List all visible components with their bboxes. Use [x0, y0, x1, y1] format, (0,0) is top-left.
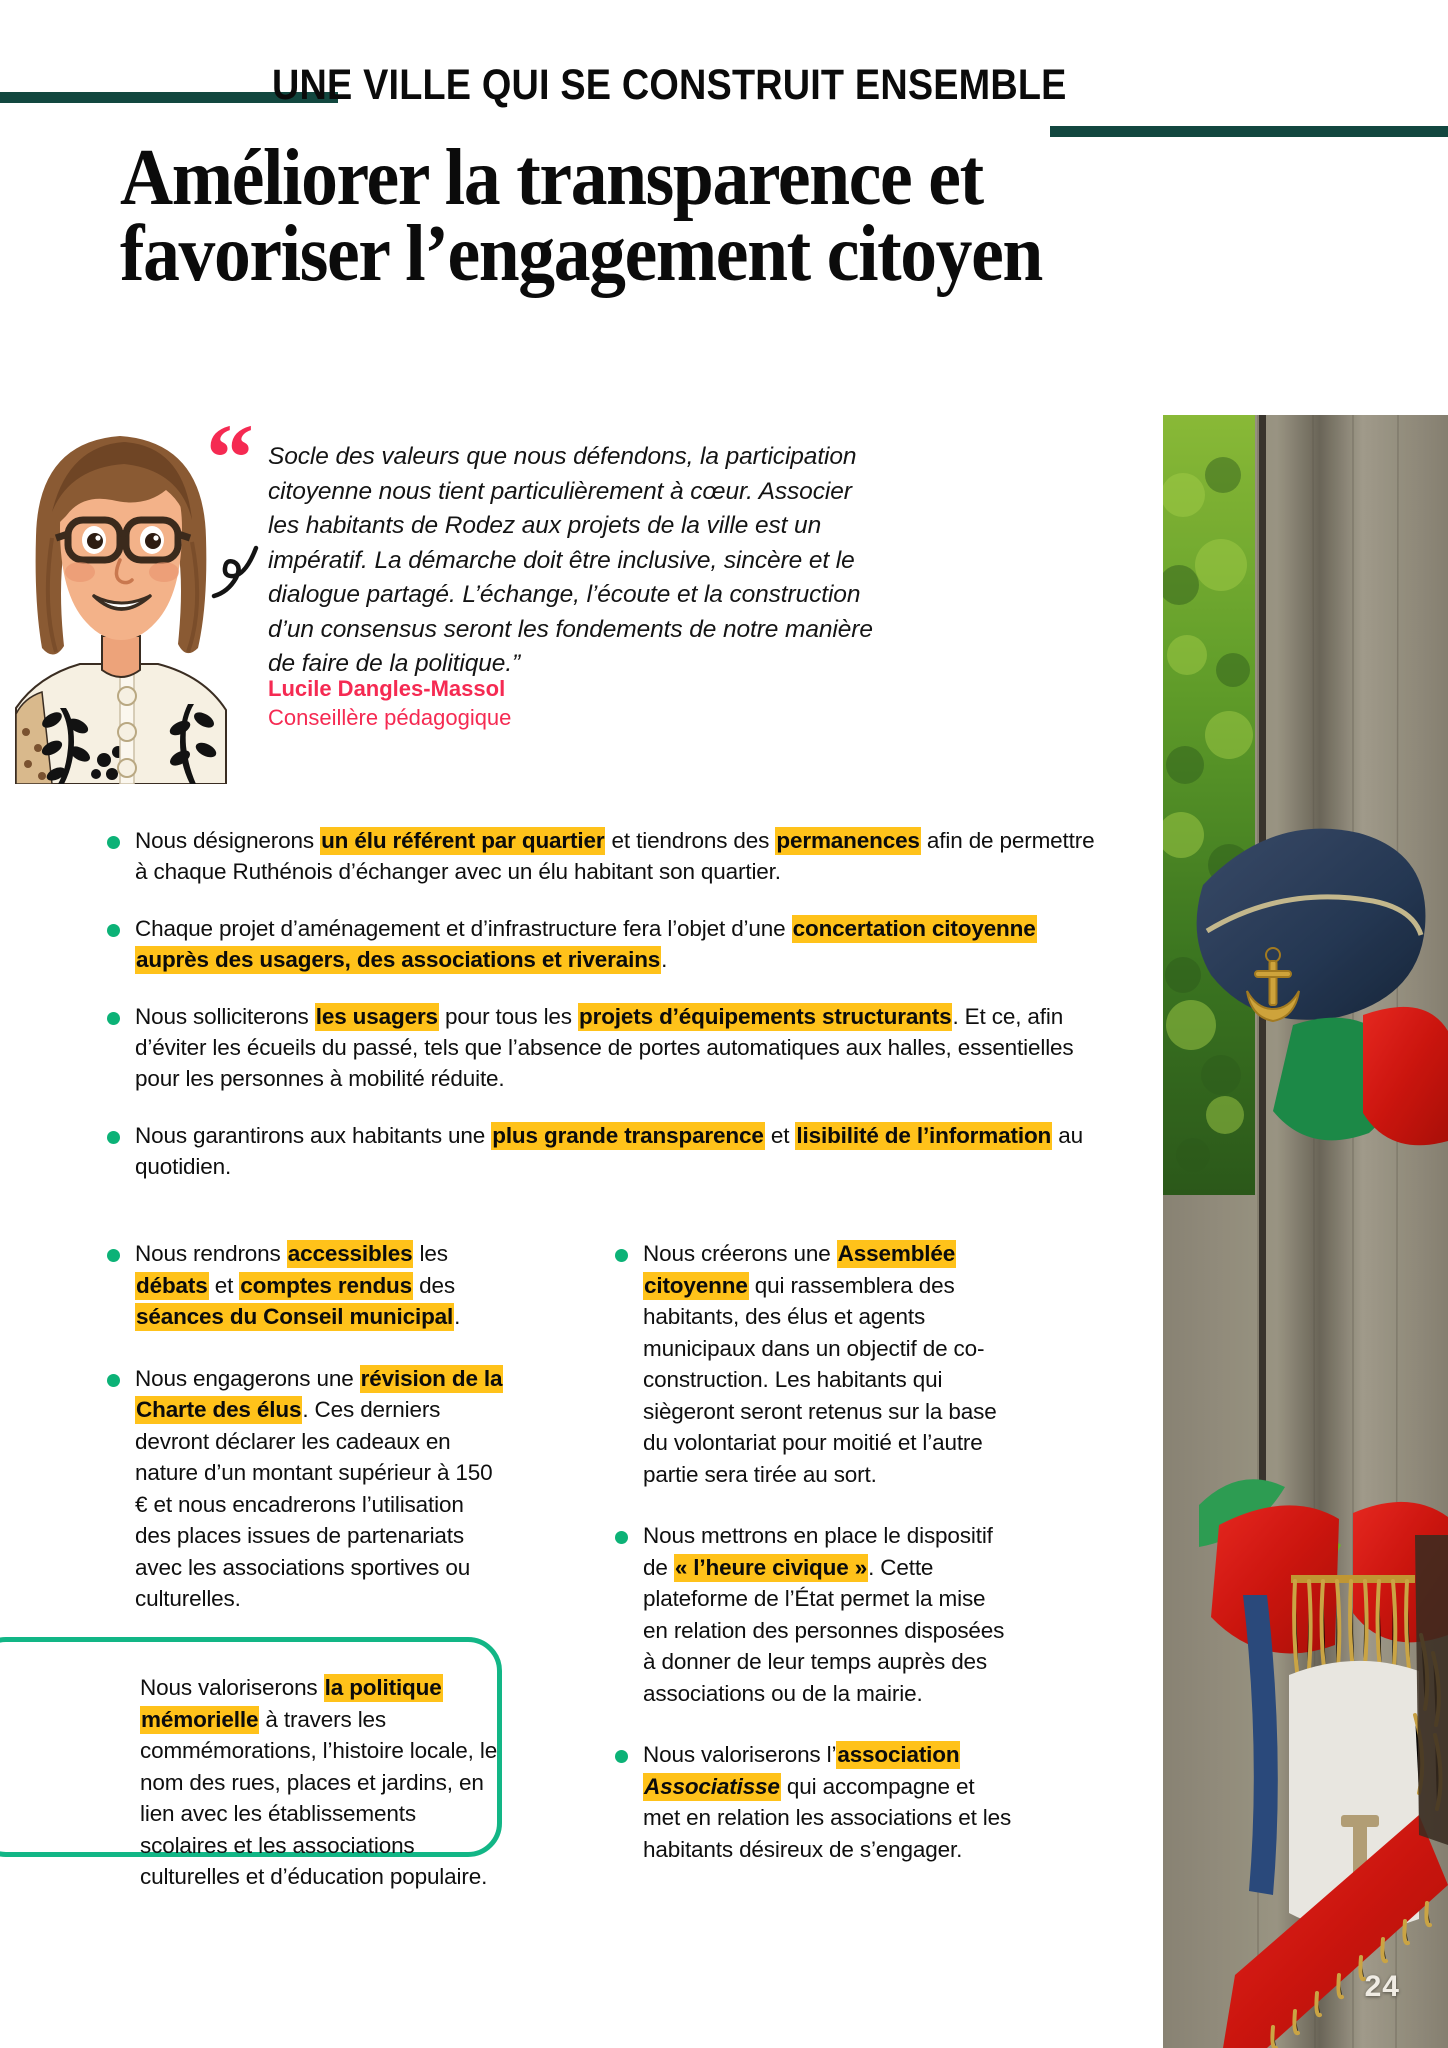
highlighted-phrase: projets d’équipements structurants: [579, 1004, 952, 1029]
pull-quote: [206, 404, 888, 730]
highlighted-phrase: comptes rendus: [240, 1272, 412, 1298]
bullet-item: Nous valoriserons l’association Associatisse qui accompagne et met en relation les associations et les habitants désireux de s’engager.: [613, 1739, 1013, 1865]
bullet-item: Nous désignerons un élu référent par quartier et tiendrons des permanences afin de permettre à chaque Ruthénois d’échanger avec un élu habitant son quartier.: [105, 825, 1105, 887]
author-portrait-illustration: [8, 408, 233, 784]
highlighted-phrase: un élu référent par quartier: [321, 828, 605, 853]
highlighted-phrase: permanences: [776, 828, 920, 853]
bullet-item: Chaque projet d’aménagement et d’infrastructure fera l’objet d’une concertation citoyenne auprès des usagers, des associations et riverains.: [105, 913, 1105, 975]
pull-quote-text: Socle des valeurs que nous défendons, la participation citoyenne nous tient particulièrement à cœur. Associer les habitants de Rodez aux projets de la ville est un impératif. La démarche doit être inclusive, sincère et le dialogue partagé. L’échange, l’écoute et la construction d’un consensus seront les fondements de notre manière de faire de la politique.”: [268, 443, 873, 677]
bullet-item: Nous mettrons en place le dispositif de « l’heure civique ». Cette plateforme de l’État permet la mise en relation des personnes disposées à donner de leur temps auprès des associations ou de la mairie.: [613, 1520, 1013, 1709]
highlighted-phrase: Assemblée citoyenne: [644, 1241, 956, 1298]
quote-author-role: Conseillère pédagogique: [268, 705, 512, 730]
header-kicker: UNE VILLE QUI SE CONSTRUIT ENSEMBLE: [272, 61, 1067, 109]
highlighted-phrase: concertation citoyenne auprès des usagers, des associations et riverains: [136, 916, 1036, 972]
highlighted-phrase: association: [837, 1742, 960, 1767]
bullet-list-main: [105, 825, 1105, 1208]
bullet-item: Nous garantirons aux habitants une plus grande transparence et lisibilité de l’information au quotidien.: [105, 1120, 1105, 1182]
page-header: [0, 61, 1448, 126]
bullet-list-left-column: [105, 1238, 505, 1645]
quote-mark-icon: “: [206, 404, 250, 511]
highlighted-phrase: débats: [136, 1272, 208, 1298]
bullet-item: Nous solliciterons les usagers pour tous les projets d’équipements structurants. Et ce, afin d’éviter les écueils du passé, tels que l’absence de portes automatiques aux halles, essentielles pour les personnes à mobilité réduite.: [105, 1001, 1105, 1094]
highlighted-phrase: lisibilité de l’information: [796, 1123, 1052, 1148]
bullet-item: Nous rendrons accessibles les débats et comptes rendus des séances du Conseil municipal.: [105, 1238, 505, 1333]
page-title-line-2: favoriser l’engagement citoyen: [120, 210, 1042, 298]
callout-text: Nous valoriserons la politique mémorielle à travers les commémorations, l’histoire locale, le nom des rues, places et jardins, en lien avec les établissements scolaires et les associations culturelles et d’éducation populaire.: [140, 1675, 498, 1889]
quote-attribution: [268, 674, 888, 732]
highlighted-phrase: accessibles: [287, 1241, 413, 1266]
portrait-svg: [8, 408, 233, 784]
page-title-line-1: Améliorer la transparence et: [120, 134, 983, 222]
bullet-item: Nous créerons une Assemblée citoyenne qui rassemblera des habitants, des élus et agents municipaux dans un objectif de co-construction. Les habitants qui siègeront seront retenus sur la base du volontariat pour moitié et l’autre partie sera tirée au sort.: [613, 1238, 1013, 1490]
quote-author-name: Lucile Dangles-Massol: [268, 676, 506, 701]
ceremonial-regalia-photo: [1163, 415, 1448, 2048]
bullet-list-right-column: [613, 1238, 1013, 1895]
bullet-item: Nous engagerons une révision de la Charte des élus. Ces derniers devront déclarer les cadeaux en nature d’un montant supérieur à 150 € et nous encadrerons l’utilisation des places issues de partenariats avec les associations sportives ou culturelles.: [105, 1363, 505, 1615]
page-title: [120, 134, 1095, 298]
highlighted-phrase: Associatisse: [644, 1773, 780, 1799]
page-number: 24: [1364, 1970, 1400, 2003]
highlighted-phrase: séances du Conseil municipal: [136, 1304, 454, 1329]
highlighted-phrase: les usagers: [315, 1004, 438, 1029]
signature-flourish-icon: [206, 542, 262, 600]
header-rule-right: [1050, 126, 1448, 137]
highlighted-phrase: la politique mémorielle: [141, 1675, 442, 1732]
highlighted-phrase: révision de la Charte des élus: [136, 1365, 503, 1422]
highlighted-phrase: plus grande transparence: [492, 1123, 764, 1148]
highlighted-phrase: « l’heure civique »: [674, 1554, 868, 1580]
photo-svg: [1163, 415, 1448, 2048]
